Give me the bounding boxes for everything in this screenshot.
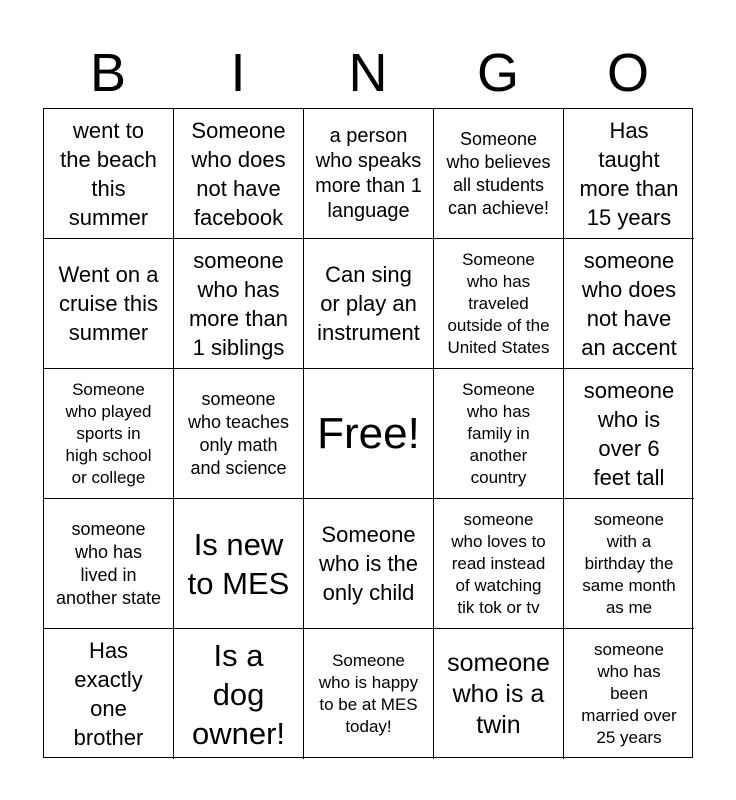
bingo-cell-i3[interactable]: someone who teaches only math and science [174,369,304,499]
bingo-cell-n2[interactable]: Can sing or play an instrument [304,239,434,369]
bingo-cell-g4[interactable]: someone who loves to read instead of watching tik tok or tv [434,499,564,629]
bingo-cell-i5[interactable]: Is a dog owner! [174,629,304,759]
bingo-cell-o3[interactable]: someone who is over 6 feet tall [564,369,694,499]
header-letter-o: O [606,43,649,103]
bingo-cell-g3[interactable]: Someone who has family in another country [434,369,564,499]
bingo-cell-n5[interactable]: Someone who is happy to be at MES today! [304,629,434,759]
bingo-cell-g1[interactable]: Someone who believes all students can achieve! [434,109,564,239]
header-letter-n: N [348,43,388,103]
bingo-cell-b3[interactable]: Someone who played sports in high school or college [44,369,174,499]
bingo-cell-o5[interactable]: someone who has been married over 25 years [581,640,677,747]
header-letter-b: B [89,43,127,103]
bingo-cell-o1[interactable]: Has taught more than 15 years [564,109,694,239]
bingo-cell-n1[interactable]: a person who speaks more than 1 language [304,109,434,239]
bingo-cell-o4[interactable]: someone with a birthday the same month as me [564,499,694,629]
bingo-cell-o2[interactable]: someone who does not have an accent [564,239,694,369]
bingo-cell-b5[interactable]: Has exactly one brother [44,629,174,759]
bingo-cell-i1[interactable]: Someone who does not have facebook [174,109,304,239]
bingo-cell-b1[interactable]: went to the beach this summer [44,109,174,239]
bingo-cell-b2[interactable]: Went on a cruise this summer [44,239,174,369]
free-space[interactable]: Free! [304,369,434,499]
header-letter-i: I [230,43,246,103]
bingo-cell-g2[interactable]: Someone who has traveled outside of the United States [434,239,564,369]
bingo-header [43,38,693,108]
bingo-cell-n4[interactable]: Someone who is the only child [304,499,434,629]
bingo-cell-b4[interactable]: someone who has lived in another state [44,499,174,629]
bingo-cell-g5[interactable]: someone who is a twin [434,629,564,759]
bingo-board [43,108,693,758]
bingo-cell-i2[interactable]: someone who has more than 1 siblings [174,239,304,369]
header-letter-g: G [476,43,519,103]
bingo-cell-i4[interactable]: Is new to MES [174,499,304,629]
